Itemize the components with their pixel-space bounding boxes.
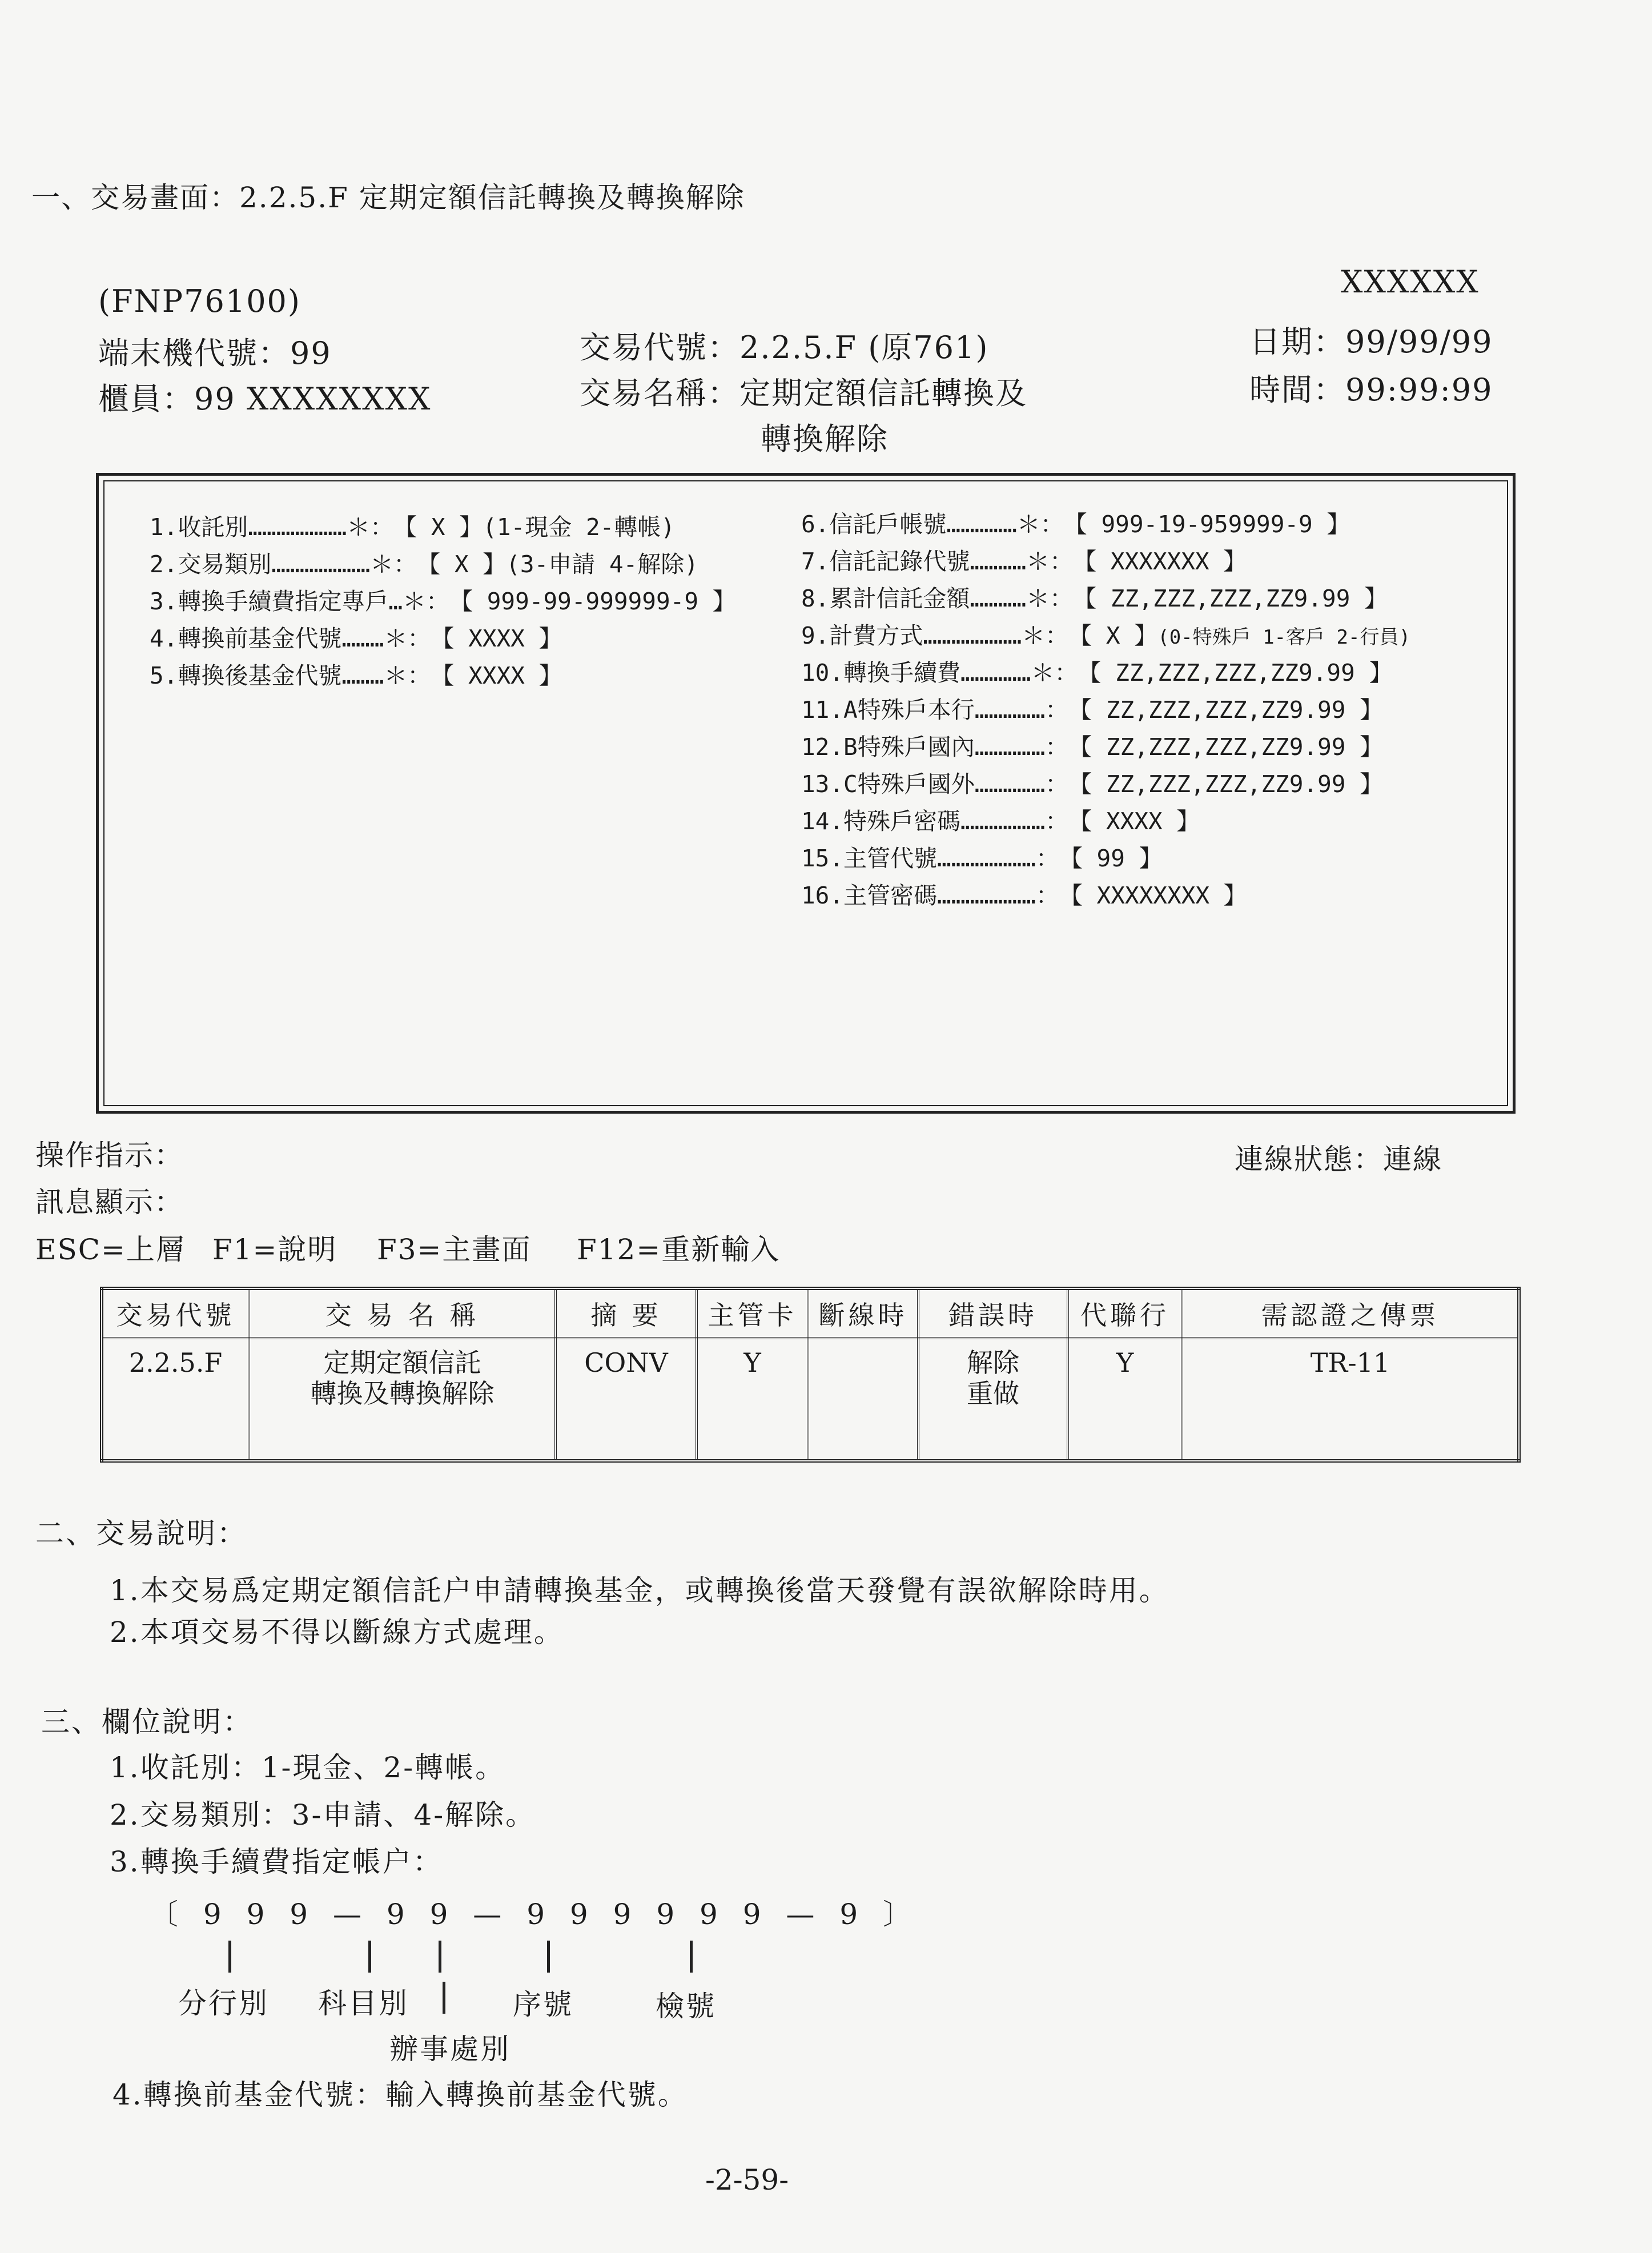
teller-id: 櫃員：99 XXXXXXXX: [98, 381, 432, 417]
form-field-13[interactable]: [801, 765, 1383, 799]
form-field-12[interactable]: [801, 728, 1383, 762]
cell-voucher: TR-11: [1182, 1338, 1519, 1461]
tick-office: [443, 1982, 445, 2014]
account-format: 〔 9 9 9 — 9 9 — 9 9 9 9 9 9 — 9 〕: [150, 1898, 920, 1931]
field-label: 12.B特殊戶國內……………：: [801, 733, 1069, 761]
field-label: 1.收託別…………………＊：: [150, 513, 394, 541]
field-value[interactable]: 【 X 】(3-申請 4-解除): [417, 551, 698, 578]
col-tx-name: 交 易 名 稱: [249, 1288, 556, 1338]
field-label: 10.轉換手續費……………＊：: [801, 659, 1078, 686]
field-label: 7.信託記錄代號…………＊：: [801, 548, 1074, 575]
form-field-1[interactable]: [150, 508, 675, 542]
field-value[interactable]: 【 XXXXXXX 】: [1073, 548, 1247, 575]
col-tx-code: 交易代號: [102, 1288, 249, 1338]
form-field-2[interactable]: [150, 545, 698, 579]
form-field-14[interactable]: [801, 802, 1200, 836]
field-value[interactable]: 【 ZZ,ZZZ,ZZZ,ZZ9.99 】: [1073, 585, 1388, 612]
cell-agent-bank: Y: [1068, 1338, 1182, 1461]
form-field-8[interactable]: [801, 580, 1388, 613]
field-value[interactable]: 【 XXXX 】: [431, 625, 562, 652]
field-label: 14.特殊戶密碼………………：: [801, 808, 1069, 835]
col-supervisor-card: 主管卡: [697, 1288, 808, 1338]
fkey-esc[interactable]: ESC=上層: [35, 1233, 186, 1266]
tick-subject-b: [439, 1941, 441, 1973]
label-subject: 科目別: [318, 1987, 409, 2020]
cell-tx-code: 2.2.5.F: [102, 1338, 249, 1461]
field-value[interactable]: 【 ZZ,ZZZ,ZZZ,ZZ9.99 】: [1068, 733, 1384, 761]
form-field-9[interactable]: [801, 617, 1410, 650]
field-label: 3.轉換手續費指定專戶…＊：: [150, 588, 450, 615]
field-label: 2.交易類別…………………＊：: [150, 551, 417, 578]
date-field: 日期：99/99/99: [1249, 324, 1493, 360]
field-label: 15.主管代號…………………：: [801, 845, 1059, 872]
tick-check: [690, 1941, 693, 1973]
fkey-f12[interactable]: F12=重新輸入: [577, 1233, 781, 1266]
fkey-f1[interactable]: F1=說明: [212, 1233, 337, 1266]
field-label: 11.A特殊戶本行……………：: [801, 696, 1069, 724]
cell-tx-name: [249, 1338, 556, 1461]
operation-hint: 操作指示：: [35, 1139, 184, 1172]
transaction-table: [100, 1287, 1521, 1463]
col-offline: 斷線時: [808, 1288, 918, 1338]
section-3-item-2: 2.交易類別：3-申請、4-解除。: [110, 1798, 536, 1832]
terminal-code: 端末機代號：99: [98, 335, 332, 371]
form-field-15[interactable]: [801, 840, 1163, 873]
field-value[interactable]: 【 XXXXXXXX 】: [1059, 882, 1247, 909]
section-2-item-2: 2.本項交易不得以斷線方式處理。: [110, 1616, 564, 1649]
form-field-3[interactable]: [150, 583, 736, 616]
cell-tx-name-line1: 定期定額信託: [323, 1347, 481, 1378]
program-id: (FNP76100): [98, 283, 301, 319]
field-label: 16.主管密碼…………………：: [801, 882, 1059, 909]
field-value[interactable]: 【 ZZ,ZZZ,ZZZ,ZZ9.99 】: [1068, 696, 1384, 724]
section-3-item-4: 4.轉換前基金代號：輸入轉換前基金代號。: [112, 2078, 688, 2111]
field-note: (0-特殊戶 1-客戶 2-行員): [1157, 626, 1410, 649]
transaction-code: 交易代號：2.2.5.F (原761): [580, 330, 989, 366]
col-agent-bank: 代聯行: [1068, 1288, 1182, 1338]
cell-summary: CONV: [556, 1338, 697, 1461]
time-field: 時間：99:99:99: [1249, 372, 1493, 408]
label-branch: 分行別: [178, 1987, 269, 2020]
section-3-title: 三、欄位說明：: [41, 1705, 253, 1738]
cell-offline: [808, 1338, 918, 1461]
transaction-name-cont: 轉換解除: [761, 421, 889, 457]
field-label: 9.計費方式…………………＊：: [801, 622, 1069, 649]
tick-serial: [547, 1941, 550, 1973]
col-voucher: 需認證之傳票: [1182, 1288, 1519, 1338]
message-display: 訊息顯示：: [35, 1186, 184, 1219]
fkey-f3[interactable]: F3=主畫面: [377, 1233, 532, 1266]
field-label: 13.C特殊戶國外……………：: [801, 770, 1069, 798]
top-right-code: XXXXXX: [1341, 264, 1480, 300]
section-3-item-1: 1.收託別：1-現金、2-轉帳。: [110, 1751, 506, 1784]
form-field-7[interactable]: [801, 543, 1247, 576]
col-summary: 摘 要: [556, 1288, 697, 1338]
section-2-item-1: 1.本交易爲定期定額信託户申請轉換基金，或轉換後當天發覺有誤欲解除時用。: [110, 1574, 1169, 1607]
field-value[interactable]: 【 XXXX 】: [1068, 808, 1200, 835]
form-field-10[interactable]: [801, 654, 1392, 688]
field-label: 8.累計信託金額…………＊：: [801, 585, 1074, 612]
field-value[interactable]: 【 999-19-959999-9 】: [1063, 511, 1350, 538]
connection-status: 連線狀態：連線: [1235, 1143, 1442, 1176]
field-value[interactable]: 【 999-99-999999-9 】: [449, 588, 736, 615]
form-field-5[interactable]: [150, 657, 562, 690]
cell-tx-name-line2: 轉換及轉換解除: [310, 1378, 495, 1409]
field-value[interactable]: 【 X 】(1-現金 2-轉帳): [393, 513, 675, 541]
field-value[interactable]: 【 ZZ,ZZZ,ZZZ,ZZ9.99 】: [1078, 659, 1393, 686]
field-label: 5.轉換後基金代號………＊：: [150, 662, 431, 689]
field-label: 4.轉換前基金代號………＊：: [150, 625, 431, 652]
label-office: 辦事處別: [389, 2033, 511, 2066]
field-value[interactable]: 【 XXXX 】: [431, 662, 562, 689]
field-label: 6.信託戶帳號……………＊：: [801, 511, 1064, 538]
table-header-row: [102, 1288, 1519, 1338]
cell-error-line1: 解除: [967, 1347, 1019, 1378]
tick-branch: [228, 1941, 231, 1973]
field-value[interactable]: 【 99 】: [1059, 845, 1163, 872]
table-row: [102, 1338, 1519, 1461]
label-check: 檢號: [656, 1990, 716, 2023]
cell-error-line2: 重做: [967, 1378, 1019, 1409]
label-serial: 序號: [513, 1988, 573, 2021]
section-2-title: 二、交易說明：: [35, 1517, 247, 1550]
form-field-6[interactable]: [801, 505, 1350, 539]
page-number: -2-59-: [705, 2163, 789, 2196]
form-field-16[interactable]: [801, 877, 1247, 910]
section-3-item-3: 3.轉換手續費指定帳户：: [110, 1845, 443, 1878]
cell-error: [918, 1338, 1068, 1461]
col-error: 錯誤時: [918, 1288, 1068, 1338]
field-value[interactable]: 【 X 】: [1068, 622, 1158, 649]
form-field-4[interactable]: [150, 620, 562, 653]
form-field-11[interactable]: [801, 691, 1383, 725]
cell-supervisor-card: Y: [697, 1338, 808, 1461]
tick-subject-a: [368, 1941, 371, 1973]
section-1-title: 一、交易畫面：2.2.5.F 定期定額信託轉換及轉換解除: [31, 181, 745, 214]
transaction-name: 交易名稱：定期定額信託轉換及: [580, 375, 1027, 411]
field-value[interactable]: 【 ZZ,ZZZ,ZZZ,ZZ9.99 】: [1068, 770, 1384, 798]
